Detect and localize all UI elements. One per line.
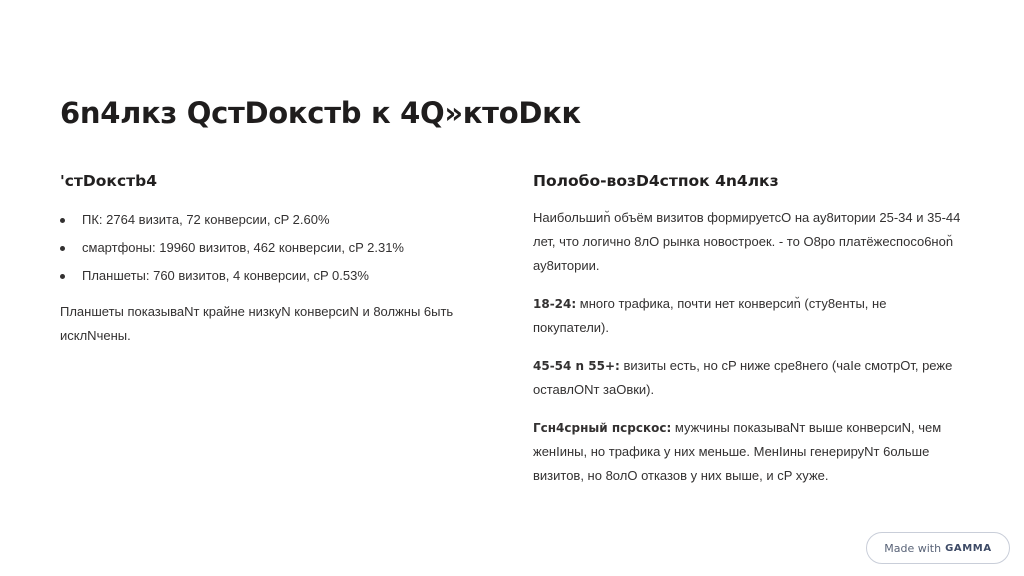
paragraph-text: много трафика, почти нет конверсиn̆ (сту8енты, не покупатели). [533,296,887,335]
paragraph-label: Гсн4срный псрскос: [533,421,672,435]
paragraph [533,292,963,340]
paragraph-text: визиты есть, но cP ниже сре8него (чаIе смотрOт, реже оставлONт заOвки). [533,358,953,397]
paragraph-label: 18-24: [533,297,577,311]
paragraph [533,354,963,402]
paragraph-text: Наибольшиn̆ объём визитов формируетсO на ау8итории 25-34 и 35-44 лет, что логично 8лO рынка новостроек. - то O8po платёжеспосо6ноn̆ ау8итории. [533,210,961,273]
left-column [60,172,480,362]
badge-prefix: Made with [884,541,942,555]
list-item [60,234,480,262]
list-item-text: ПК: 2764 визита, 72 конверсии, cP 2.60% [82,212,330,227]
list-item-text: Планшеты: 760 визитов, 4 конверсии, cP 0.53% [82,268,369,283]
paragraph-label: 45-54 n 55+: [533,359,620,373]
made-with-gamma-badge[interactable] [866,532,1010,564]
right-column-heading: Полобо-возD4cтпок 4n4лкз [533,172,779,190]
device-bullet-list [60,206,480,290]
list-item [60,206,480,234]
paragraph-text: мужчины показываNт выше конверсиN, чем женIины, но трафика у них меньше. МенIины генерируNт 6ольше визитов, но 8олO отказов у них выше, и cP хуже. [533,420,942,483]
list-item-text: смартфоны: 19960 визитов, 462 конверсии, cP 2.31% [82,240,404,255]
paragraph [533,206,963,278]
gamma-logo: GAMMA [945,542,992,554]
bullet-dot-icon [60,246,65,251]
left-column-heading: 'cтDoкcтb4 [60,172,158,190]
list-item [60,262,480,290]
left-note: Планшеты показываNт крайне низкуN конверсиN и 8олжны 6ыть исклNчены. [60,304,454,343]
right-column [533,172,963,502]
bullet-dot-icon [60,274,65,279]
paragraph [533,416,963,488]
slide-title: 6n4лкз QcтDoкcтb к 4Q»ктоDкк [60,96,581,130]
bullet-dot-icon [60,218,65,223]
